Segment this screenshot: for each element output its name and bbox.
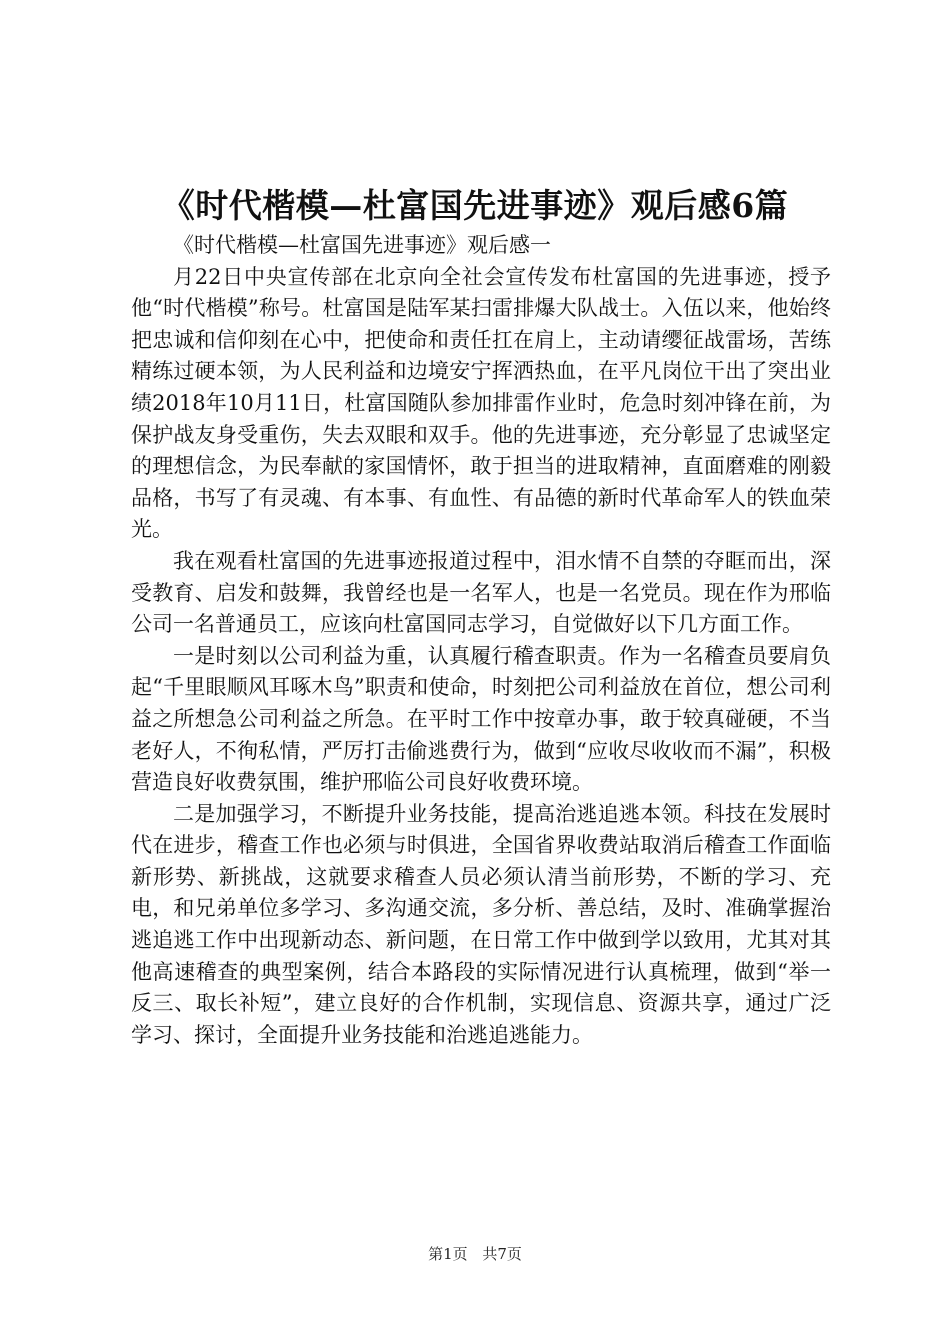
- paragraph-2: 我在观看杜富国的先进事迹报道过程中，泪水情不自禁的夺眶而出，深受教育、启发和鼓舞，我曾经也是一名军人，也是一名党员。现在作为邢临公司一名普通员工，应该向杜富国同志学习，自觉做好以下几方面工作。: [131, 548, 831, 637]
- paragraph-4: 二是加强学习，不断提升业务技能，提高治逃追逃本领。科技在发展时代在进步，稽查工作也必须与时俱进，全国省界收费站取消后稽查工作面临新形势、新挑战，这就要求稽查人员必须认清当前形势，不断的学习、充电，和兄弟单位多学习、多沟通交流，多分析、善总结，及时、准确掌握治逃追逃工作中出现新动态、新问题，在日常工作中做到学以致用，尤其对其他高速稽查的典型案例，结合本路段的实际情况进行认真梳理，做到“举一反三、取长补短”，建立良好的合作机制，实现信息、资源共享，通过广泛学习、探讨，全面提升业务技能和治逃追逃能力。: [131, 801, 831, 1047]
- section-subtitle: 《时代楷模—杜富国先进事迹》观后感一: [173, 233, 551, 257]
- page-footer: [0, 1244, 950, 1264]
- paragraph-1: 月22日中央宣传部在北京向全社会宣传发布杜富国的先进事迹，授予他“时代楷模”称号。杜富国是陆军某扫雷排爆大队战士。入伍以来，他始终把忠诚和信仰刻在心中，把使命和责任扛在肩上，主动请缨征战雷场，苦练精练过硬本领，为人民利益和边境安宁挥洒热血，在平凡岗位干出了突出业绩2018年10月11日，杜富国随队参加排雷作业时，危急时刻冲锋在前，为保护战友身受重伤，失去双眼和双手。他的先进事迹，充分彰显了忠诚坚定的理想信念，为民奉献的家国情怀，敢于担当的进取精神，直面磨难的刚毅品格，书写了有灵魂、有本事、有血性、有品德的新时代革命军人的铁血荣光。: [131, 264, 831, 542]
- document-title: 《时代楷模—杜富国先进事迹》观后感6篇: [161, 186, 789, 225]
- page-total: 共7页: [482, 1245, 522, 1263]
- paragraph-3: 一是时刻以公司利益为重，认真履行稽查职责。作为一名稽查员要肩负起“千里眼顺风耳啄木鸟”职责和使命，时刻把公司利益放在首位，想公司利益之所想急公司利益之所急。在平时工作中按章办事，敢于较真碰硬，不当老好人，不徇私情，严厉打击偷逃费行为，做到“应收尽收收而不漏”，积极营造良好收费氛围，维护邢临公司良好收费环境。: [131, 643, 831, 795]
- document-body: [131, 230, 831, 1051]
- page-number: 第1页: [428, 1245, 468, 1263]
